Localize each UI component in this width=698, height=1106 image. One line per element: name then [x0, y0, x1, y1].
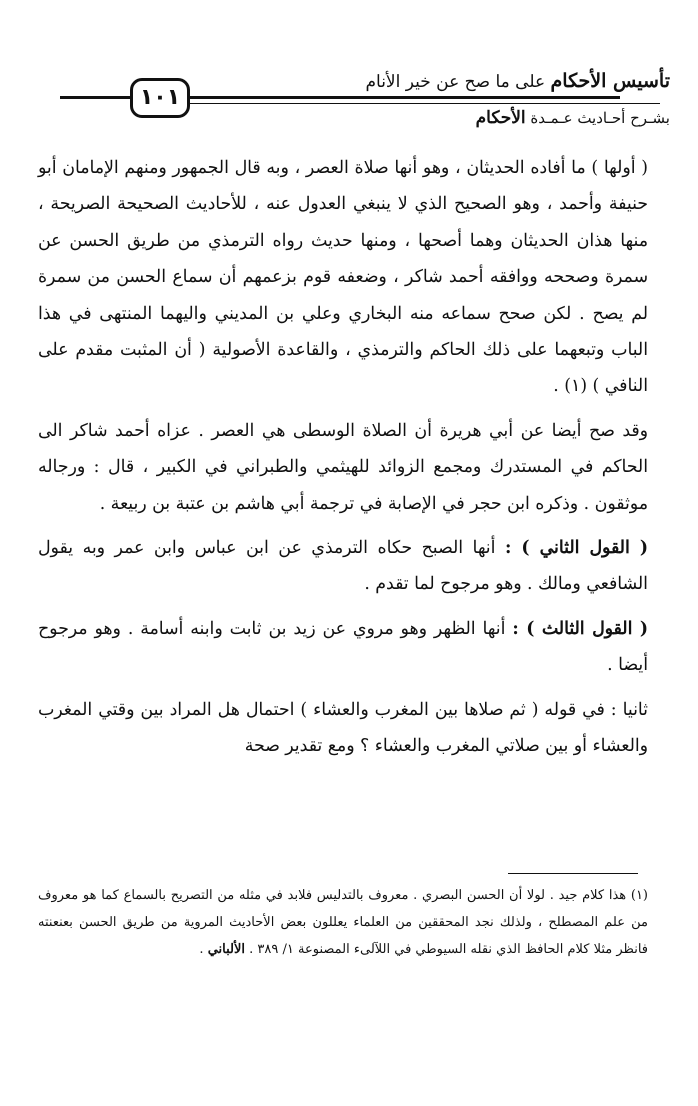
footnote-text: (١) هذا كلام جيد . لولا أن الحسن البصري . معروف بالتدليس فلابد في مثله من التصريح بالسماع كما هو معروف من علم المصطلح ، ولذلك نجد المحققين من العلماء يعللون بعض الأحاديث المروية من طريق الحسن بعنعنته فانظر مثلا كلام الحافظ الذي نقله السيوطي في اللآلىء المصنوعة ١/ ٣٨٩ .: [38, 888, 648, 957]
third-opinion-label: ( القول الثالث ) :: [512, 618, 649, 639]
book-title: [365, 70, 670, 92]
third-opinion-text: أنها الظهر وهو مروي عن زيد بن ثابت وابنه أسامة . وهو مرجوح أيضا .: [38, 618, 648, 676]
paragraph-second-opinion: [38, 530, 648, 603]
header-rule-right: [190, 96, 620, 99]
footnote: (١) هذا كلام جيد . لولا أن الحسن البصري . معروف بالتدليس فلابد في مثله من التصريح بالسماع كما هو معروف من علم المصطلح ، ولذلك نجد المحققين من العلماء يعللون بعض الأحاديث المروية من طريق الحسن بعنعنته فانظر مثلا كلام الحافظ الذي نقله السيوطي في اللآلىء المصنوعة ١/ ٣٨٩ . الألباني .: [38, 888, 648, 957]
header-rule-thin: [190, 103, 660, 104]
subtitle-bold: الأحكام: [475, 108, 526, 128]
paragraph-third-opinion: [38, 611, 648, 684]
paragraph-secondly: ثانيا : في قوله ( ثم صلاها بين المغرب والعشاء ) احتمال هل المراد بين وقتي المغرب والعشاء أو بين صلاتي المغرب والعشاء ؟ ومع تقدير صحة: [38, 699, 648, 757]
subtitle-rest: بشـرح أحـاديث عـمـدة: [525, 109, 670, 127]
book-subtitle: [476, 108, 670, 128]
page-number: ١٠١: [130, 78, 190, 118]
paragraph-first-opinion: ( أولها ) ما أفاده الحديثان ، وهو أنها صلاة العصر ، وبه قال الجمهور ومنهم الإمامان أبو حنيفة وأحمد ، وهو الصحيح الذي لا ينبغي العدول عنه ، للأحاديث الصحيحة الصريحة ، منها هذان الحديثان وهما أصحها ، ومنها حديث رواه الترمذي من طريق الحسن عن سمرة وصححه ووافقه أحمد شاكر ، وضعفه قوم بزعمهم أن سماع الحسن من سمرة لم يصح . لكن صحح سماعه منه البخاري وعلي بن المديني واليهما المنتهى في هذا الباب وتبعهما على ذلك الحاكم والترمذي ، والقاعدة الأصولية ( أن المثبت مقدم على النافي ) (١) .: [38, 158, 648, 397]
footnote-signature: الألباني: [207, 942, 246, 957]
footnote-separator: [508, 873, 638, 874]
book-title-rest: على ما صح عن خير الأنام: [365, 72, 551, 92]
second-opinion-text: أنها الصبح حكاه الترمذي عن ابن عباس وابن عمر وبه يقول الشافعي ومالك . وهو مرجوح لما تقدم .: [38, 538, 648, 595]
book-title-bold: تأسيس الأحكام: [550, 70, 670, 92]
header-rule-left: [60, 96, 130, 99]
second-opinion-label: ( القول الثاني ) :: [504, 538, 648, 559]
main-text: [38, 150, 648, 765]
paragraph-abu-hurairah: وقد صح أيضا عن أبي هريرة أن الصلاة الوسطى هي العصر . عزاه أحمد شاكر الى الحاكم في المستدرك ومجمع الزوائد للهيثمي والطبراني في الكبير ، قال : ورجاله موثقون . وذكره ابن حجر في الإصابة في ترجمة أبي هاشم بن عتبة بن ربيعة .: [38, 420, 648, 514]
running-header: [0, 0, 698, 140]
